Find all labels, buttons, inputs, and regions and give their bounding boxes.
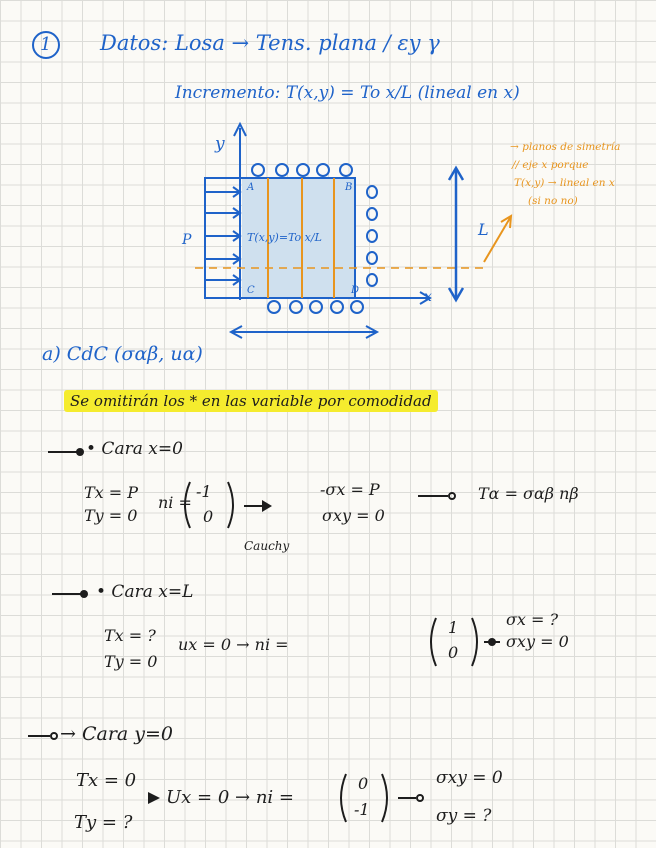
face-xL-r2: σxy = 0	[506, 632, 569, 651]
load-label: P	[182, 232, 192, 248]
annotation-line-3: T(x,y) → lineal en x	[514, 177, 615, 189]
bracket-left-y0	[341, 774, 346, 822]
section-a-title: a) CdC (σαβ, uα)	[42, 343, 203, 365]
face-y0-n2: -1	[354, 800, 370, 819]
face-y0-heading: → Cara y=0	[60, 723, 174, 745]
cauchy-label: Cauchy	[244, 539, 290, 553]
highlight-note-text: Se omitirán los * en las variable por comodidad	[64, 390, 438, 412]
right-rollers	[367, 186, 377, 286]
face-x0-r1: -σx = P	[320, 480, 380, 499]
temperature-label: T(x,y)=To x/L	[247, 231, 322, 244]
face-xL-tx: Tx = ?	[104, 626, 156, 645]
bracket-right-x0	[228, 482, 233, 528]
length-label: L	[478, 220, 489, 239]
face-y0-tx: Tx = 0	[76, 770, 137, 791]
face-x0-formula: Tα = σαβ nβ	[478, 484, 579, 503]
face-y0-n1: 0	[358, 774, 369, 793]
face-xL-n1: 1	[448, 618, 459, 637]
bracket-right-xL	[472, 618, 477, 666]
bracket-right-y0	[382, 774, 387, 822]
face-xL-ty: Ty = 0	[104, 652, 158, 671]
corner-a-label: A	[247, 182, 255, 193]
face-x0-n1: -1	[196, 482, 212, 501]
arrow-x0-head	[262, 500, 272, 512]
face-x0-n2: 0	[203, 507, 214, 526]
face-xL-r1: σx = ?	[506, 610, 559, 629]
face-y0-ux: Ux = 0 → ni =	[166, 787, 294, 808]
face-x0-r2: σxy = 0	[322, 506, 385, 525]
face-x0-heading: • Cara x=0	[86, 439, 183, 459]
face-xL-n2: 0	[448, 643, 459, 662]
face-y0-r1: σxy = 0	[436, 768, 503, 788]
annotation-line-2: // eje x porque	[512, 159, 589, 171]
face-y0-r2: σy = ?	[436, 806, 492, 826]
annotation-line-4: (si no no)	[528, 195, 578, 207]
page-title: Datos: Losa → Tens. plana / εy γ	[100, 31, 440, 55]
bracket-left-xL	[431, 618, 436, 666]
face-x0-ty: Ty = 0	[84, 506, 138, 525]
page-subtitle: Incremento: T(x,y) = To x/L (lineal en x)	[175, 83, 520, 103]
top-rollers	[252, 164, 352, 176]
corner-d-label: D	[351, 285, 360, 296]
section-number: 1	[40, 34, 52, 55]
face-y0-ty: Ty = ?	[74, 812, 133, 833]
highlight-note	[64, 394, 438, 409]
bottom-rollers	[268, 301, 363, 313]
axis-x-label: x	[424, 289, 432, 305]
face-x0-tx: Tx = P	[84, 483, 139, 502]
corner-b-label: B	[345, 182, 353, 193]
load-arrows	[205, 187, 240, 285]
annotation-line-1: → planos de simetría	[510, 141, 621, 153]
axis-y-label: y	[215, 134, 225, 154]
face-x0-ni: ni =	[158, 493, 192, 512]
face-xL-heading: • Cara x=L	[96, 582, 194, 602]
face-xL-ux: ux = 0 → ni =	[178, 635, 289, 654]
corner-c-label: C	[247, 285, 255, 296]
